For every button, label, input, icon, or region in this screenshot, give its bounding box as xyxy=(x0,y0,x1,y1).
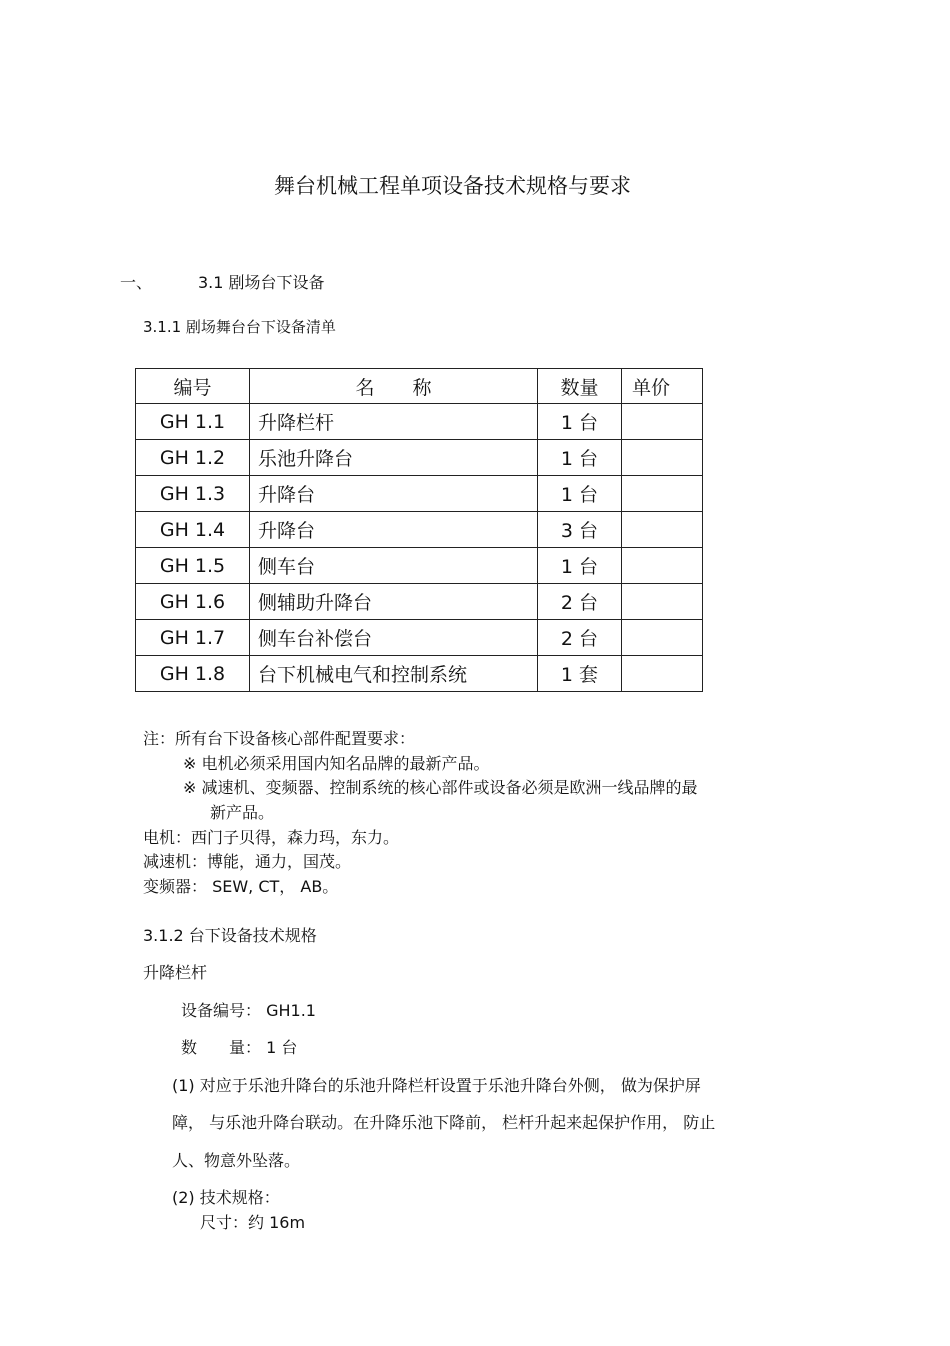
cell-unit-price xyxy=(622,476,703,512)
cell-quantity: 1 台 xyxy=(538,440,622,476)
table-row xyxy=(136,620,703,656)
cell-name: 台下机械电气和控制系统 xyxy=(250,656,538,692)
equipment-table xyxy=(135,368,703,692)
cell-quantity: 3 台 xyxy=(538,512,622,548)
cell-code: GH 1.8 xyxy=(136,656,250,692)
cell-quantity: 2 台 xyxy=(538,620,622,656)
section-heading-3-1-1: 3.1.1 剧场舞台台下设备清单 xyxy=(143,318,336,336)
cell-unit-price xyxy=(622,512,703,548)
note-bullet-core-parts: ※ 减速机、变频器、控制系统的核心部件或设备必须是欧洲一线品牌的最 xyxy=(183,778,698,797)
table-row xyxy=(136,440,703,476)
cell-code: GH 1.5 xyxy=(136,548,250,584)
cell-code: GH 1.6 xyxy=(136,584,250,620)
note-intro: 注：所有台下设备核心部件配置要求： xyxy=(143,729,416,748)
cell-unit-price xyxy=(622,584,703,620)
cell-name: 侧车台补偿台 xyxy=(250,620,538,656)
item-spec-size: 尺寸：约 16m xyxy=(200,1213,306,1232)
cell-quantity: 1 台 xyxy=(538,404,622,440)
note-reducer-brands: 减速机：博能，通力，国茂。 xyxy=(143,852,352,871)
cell-quantity: 1 套 xyxy=(538,656,622,692)
document-title: 舞台机械工程单项设备技术规格与要求 xyxy=(274,174,631,198)
cell-quantity: 2 台 xyxy=(538,584,622,620)
section-heading-3-1-2: 3.1.2 台下设备技术规格 xyxy=(143,926,317,945)
cell-code: GH 1.3 xyxy=(136,476,250,512)
item-name: 升降栏杆 xyxy=(143,963,208,982)
header-unit-price: 单价 xyxy=(622,369,703,404)
item-description-line: 障， 与乐池升降台联动。在升降乐池下降前， 栏杆升起来起保护作用， 防止 xyxy=(172,1113,716,1132)
header-quantity: 数量 xyxy=(538,369,622,404)
table-row xyxy=(136,476,703,512)
table-row xyxy=(136,548,703,584)
cell-name: 乐池升降台 xyxy=(250,440,538,476)
cell-name: 侧辅助升降台 xyxy=(250,584,538,620)
note-bullet-core-parts-cont: 新产品。 xyxy=(210,803,275,822)
cell-code: GH 1.7 xyxy=(136,620,250,656)
header-name: 名 称 xyxy=(250,369,538,404)
table-row xyxy=(136,584,703,620)
cell-unit-price xyxy=(622,404,703,440)
section-number: 一、 xyxy=(120,273,153,292)
cell-code: GH 1.2 xyxy=(136,440,250,476)
cell-unit-price xyxy=(622,656,703,692)
note-inverter-brands: 变频器： SEW, CT， AB。 xyxy=(143,877,339,896)
item-description-line: 人、物意外坠落。 xyxy=(172,1151,301,1170)
note-bullet-motor: ※ 电机必须采用国内知名品牌的最新产品。 xyxy=(183,754,490,773)
table-row xyxy=(136,404,703,440)
note-motor-brands: 电机：西门子贝得，森力玛，东力。 xyxy=(143,828,400,847)
item-code: 设备编号： GH1.1 xyxy=(181,1001,316,1020)
cell-name: 升降栏杆 xyxy=(250,404,538,440)
header-code: 编号 xyxy=(136,369,250,404)
cell-unit-price xyxy=(622,548,703,584)
table-row xyxy=(136,512,703,548)
cell-name: 升降台 xyxy=(250,512,538,548)
table-header-row xyxy=(136,369,703,404)
section-label: 3.1 剧场台下设备 xyxy=(198,273,325,292)
cell-code: GH 1.1 xyxy=(136,404,250,440)
cell-unit-price xyxy=(622,440,703,476)
table-row xyxy=(136,656,703,692)
cell-quantity: 1 台 xyxy=(538,476,622,512)
item-spec-heading: (2) 技术规格： xyxy=(172,1188,280,1207)
cell-name: 升降台 xyxy=(250,476,538,512)
cell-quantity: 1 台 xyxy=(538,548,622,584)
cell-unit-price xyxy=(622,620,703,656)
cell-code: GH 1.4 xyxy=(136,512,250,548)
item-description-line: (1) 对应于乐池升降台的乐池升降栏杆设置于乐池升降台外侧， 做为保护屏 xyxy=(172,1076,701,1095)
cell-name: 侧车台 xyxy=(250,548,538,584)
item-quantity: 数 量： 1 台 xyxy=(181,1038,298,1057)
